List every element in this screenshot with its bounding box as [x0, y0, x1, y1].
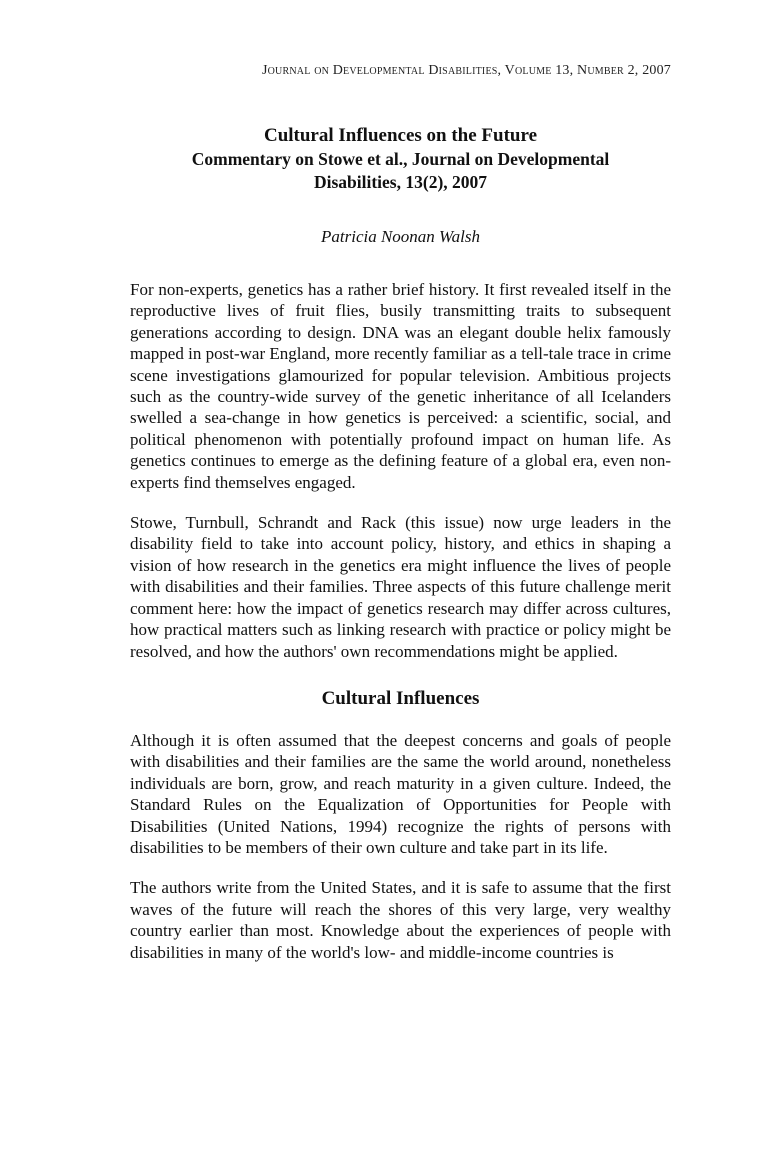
paragraph-1: For non-experts, genetics has a rather brief history. It first revealed itself in the reproductive lives of fruit flies, busily transmitting traits to subsequent generations according to design. DNA was an elegant double helix famously mapped in post-war England, more recently familiar as a tell-tale trace in crime scene investigations glamourized for popular television. Ambitious projects such as the country-wide survey of the genetic inheritance of all Icelanders swelled a sea-change in how genetics is perceived: a scientific, social, and political phenomenon with potentially profound impact on human life. As genetics continues to emerge as the defining feature of a global era, even non-experts find themselves engaged. — [130, 280, 671, 492]
title-block — [130, 124, 671, 194]
section-heading: Cultural Influences — [321, 687, 480, 709]
running-header: Journal on Developmental Disabilities, Volume 13, Number 2, 2007 — [261, 63, 671, 78]
paragraph-3: Although it is often assumed that the deepest concerns and goals of people with disabilities and their families are the same the world around, nonetheless individuals are born, grow, and reach maturity in a given culture. Indeed, the Standard Rules on the Equalization of Opportunities for People with Disabilities (United Nations, 1994) recognize the rights of persons with disabilities to be members of their own culture and take part in its life. — [130, 730, 671, 857]
author-name: Patricia Noonan Walsh — [321, 227, 480, 246]
article-body — [130, 279, 671, 982]
article-title: Cultural Influences on the Future — [263, 125, 538, 146]
article-subtitle: Commentary on Stowe et al., Journal on Developmental Disabilities, 13(2), 2007 — [191, 149, 610, 192]
paragraph-2: Stowe, Turnbull, Schrandt and Rack (this issue) now urge leaders in the disability field to take into account policy, history, and ethics in shaping a vision of how research in the genetics era might influence the lives of people with disabilities and their families. Three aspects of this future challenge merit comment here: how the impact of genetics research may differ across cultures, how practical matters such as linking research with practice or policy might be resolved, and how the authors' own recommendations might be applied. — [130, 513, 671, 661]
paragraph-4: The authors write from the United States, and it is safe to assume that the first waves of the future will reach the shores of this very large, very wealthy country earlier than most. Knowledge about the experiences of people with disabilities in many of the world's low- and middle-income countries is — [130, 878, 671, 962]
